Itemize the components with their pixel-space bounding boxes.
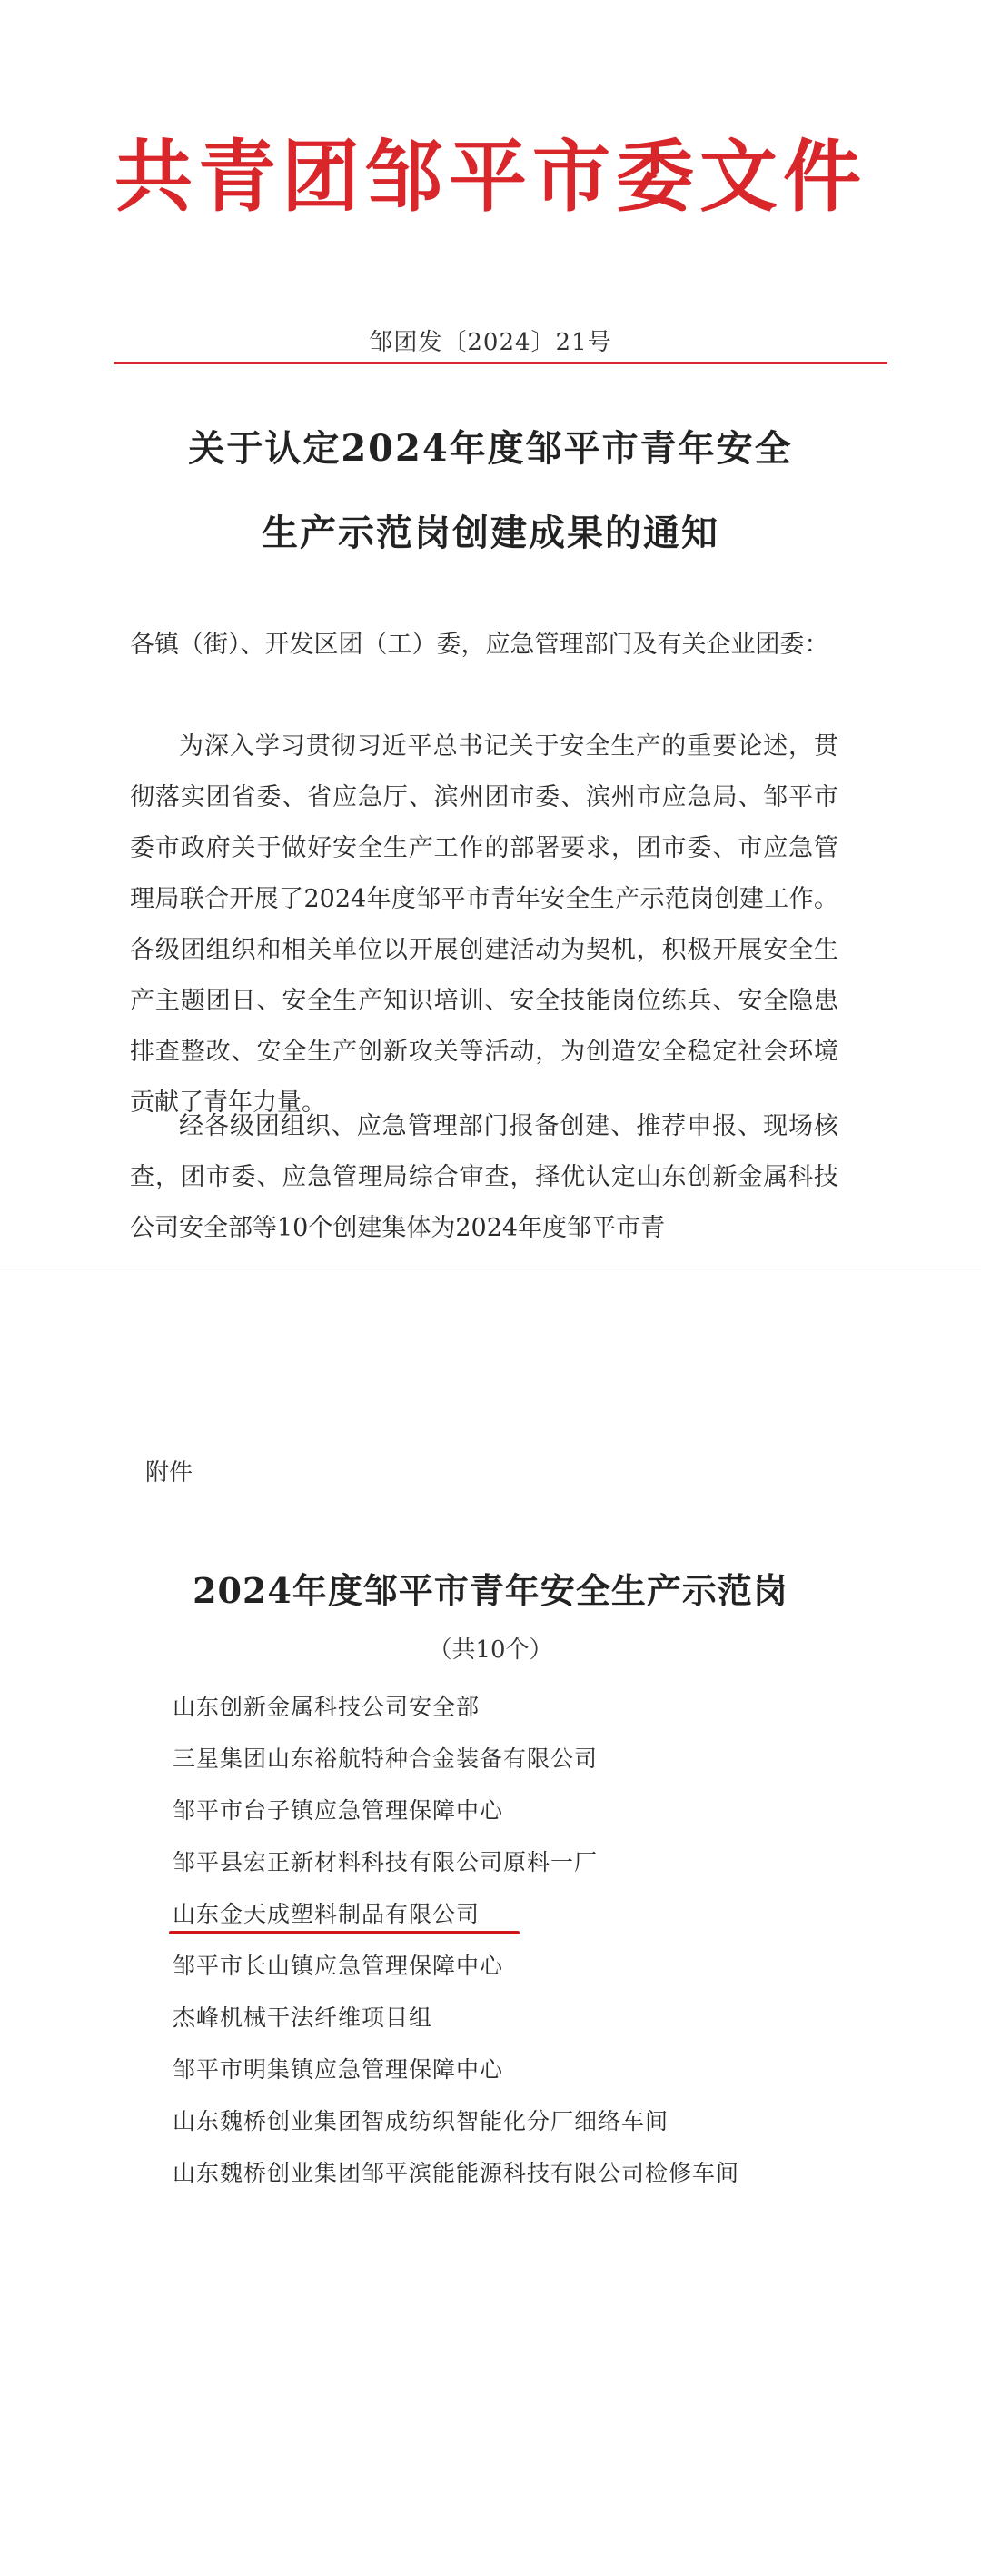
list-item: 山东魏桥创业集团智成纺织智能化分厂细络车间 [173, 2108, 669, 2134]
notice-title-line-2: 生产示范岗创建成果的通知 [262, 512, 719, 554]
notice-paragraph-2: 经各级团组织、应急管理部门报备创建、推荐申报、现场核查，团市委、应急管理局综合审查，择优认定山东创新金属科技公司安全部等10个创建集体为2024年度邹平市青 [130, 1112, 838, 1242]
red-highlight-underline [169, 1931, 520, 1934]
list-item: 杰峰机械干法纤维项目组 [173, 2004, 433, 2031]
notice-addressee: 各镇（街）、开发区团（工）委，应急管理部门及有关企业团委： [130, 631, 829, 659]
list-item: 山东魏桥创业集团邹平滨能能源科技有限公司检修车间 [173, 2160, 740, 2186]
list-item: 邹平市明集镇应急管理保障中心 [173, 2056, 504, 2083]
list-item: 邹平市长山镇应急管理保障中心 [173, 1953, 504, 1979]
notice-paragraph-1: 为深入学习贯彻习近平总书记关于安全生产的重要论述，贯彻落实团省委、省应急厅、滨州团市委、滨州市应急局、邹平市委市政府关于做好安全生产工作的部署要求，团市委、市应急管理局联合开展了2024年度邹平市青年安全生产示范岗创建工作。各级团组织和相关单位以开展创建活动为契机，积极开展安全生产主题团日、安全生产知识培训、安全技能岗位练兵、安全隐患排查整改、安全生产创新攻关等活动，为创造安全稳定社会环境贡献了青年力量。 [130, 732, 838, 1117]
notice-title-line-1: 关于认定2024年度邹平市青年安全 [188, 427, 793, 470]
list-item: 邹平县宏正新材料科技有限公司原料一厂 [173, 1849, 599, 1875]
attachment-label: 附件 [145, 1459, 193, 1487]
list-item-highlighted: 山东金天成塑料制品有限公司 [173, 1901, 481, 1927]
attachment-list-title: 2024年度邹平市青年安全生产示范岗 [193, 1570, 788, 1611]
demonstration-unit-list [173, 1681, 863, 2199]
list-item: 三星集团山东裕航特种合金装备有限公司 [173, 1746, 599, 1772]
list-item: 山东创新金属科技公司安全部 [173, 1694, 481, 1720]
list-item: 邹平市台子镇应急管理保障中心 [173, 1797, 504, 1824]
document-number: 邹团发〔2024〕21号 [369, 329, 612, 356]
header-red-rule [114, 362, 887, 364]
document-header-title: 共青团邹平市委文件 [114, 131, 867, 223]
attachment-list-count: （共10个） [428, 1636, 553, 1664]
